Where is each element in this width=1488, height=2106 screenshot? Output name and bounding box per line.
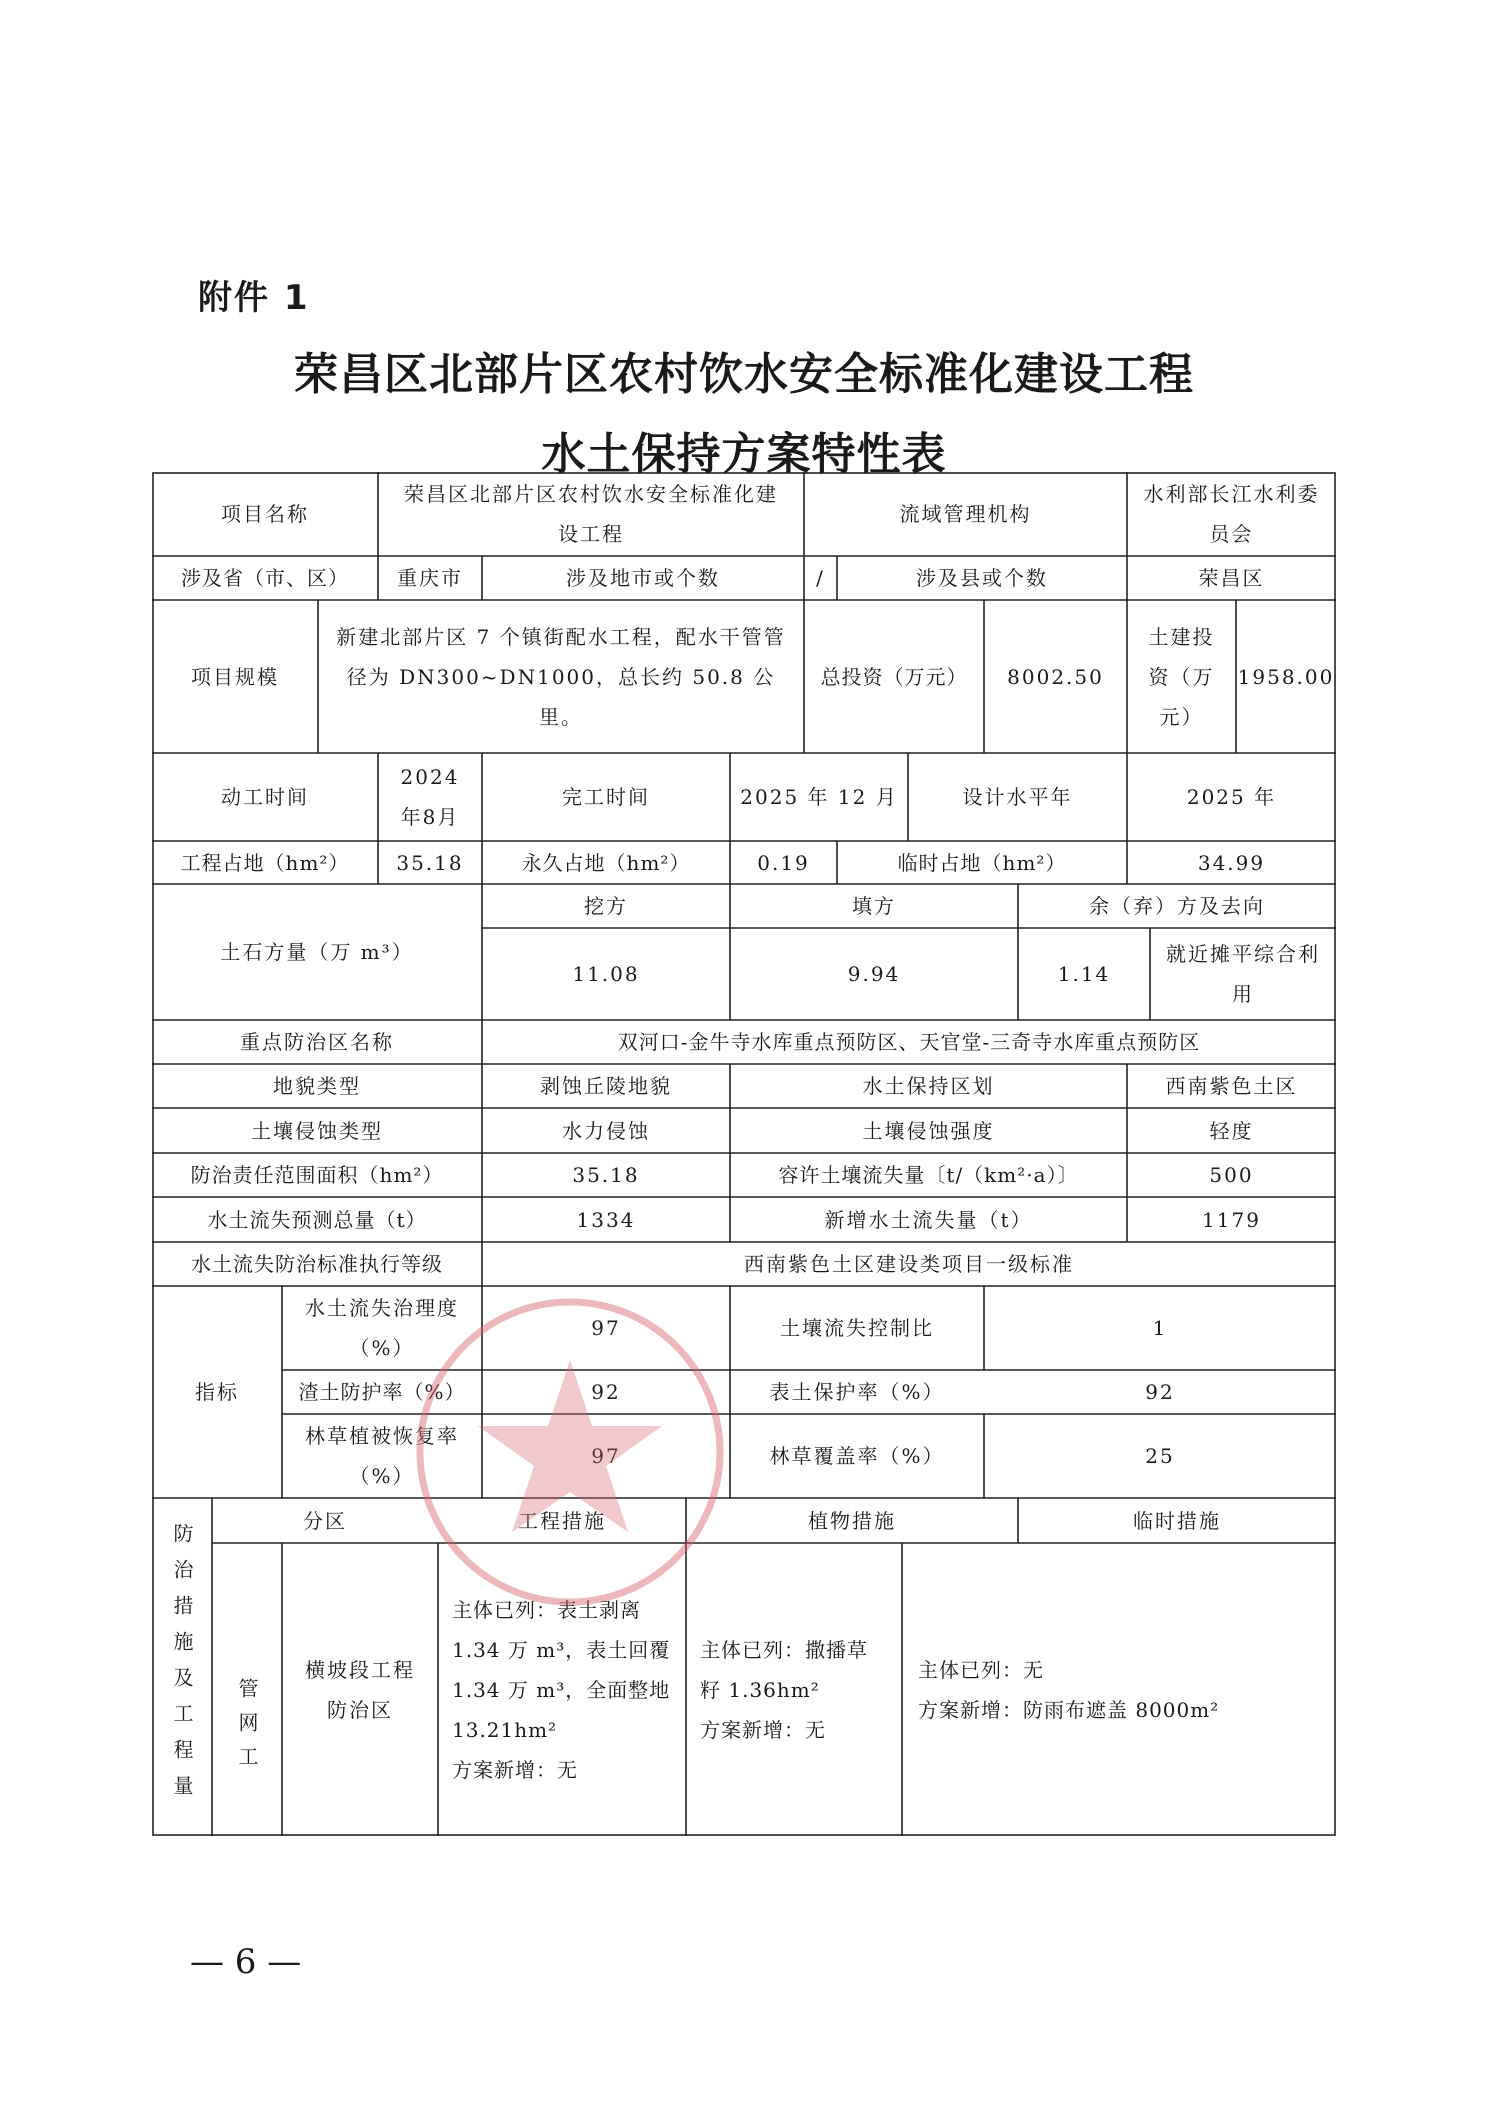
temporary-header: 临时措施 (1133, 1508, 1221, 1533)
allowable-loss-label: 容许土壤流失量〔t/（km²·a）〕 (778, 1163, 1079, 1187)
basin-agency-label: 流域管理机构 (899, 502, 1032, 526)
soil-loss-control: 1 (1152, 1316, 1168, 1340)
province-label: 涉及省（市、区） (181, 566, 349, 590)
predicted-total: 1334 (576, 1207, 636, 1232)
province: 重庆市 (397, 566, 463, 590)
key-zone-label: 重点防治区名称 (240, 1030, 394, 1054)
zone-name: 横坡段工程防治区 (305, 1657, 415, 1722)
new-loss: 1179 (1202, 1207, 1261, 1232)
temporary-measures: 主体已列：无 方案新增：防雨布遮盖 8000m² (918, 1657, 1220, 1722)
treatment-degree: 97 (591, 1316, 621, 1340)
total-investment: 8002.50 (1007, 664, 1104, 689)
document-title: 荣昌区北部片区农村饮水安全标准化建设工程 (294, 349, 1194, 400)
scale-description: 新建北部片区 7 个镇街配水工程，配水干管管径为 DN300~DN1000，总长约 50.8 公里。 (336, 624, 786, 729)
vegetation-coverage-label: 林草覆盖率（%） (769, 1444, 945, 1468)
division: 西南紫色土区 (1165, 1074, 1298, 1098)
spoil-value: 1.14 (1057, 962, 1111, 986)
project-name-label: 项目名称 (221, 502, 309, 526)
responsibility-area: 35.18 (572, 1163, 640, 1187)
vegetation-coverage: 25 (1145, 1444, 1175, 1468)
civil-investment-label: 土建投资（万元） (1148, 624, 1215, 729)
earthwork-label: 土石方量（万 m³） (220, 940, 414, 964)
cut-label: 挖方 (584, 894, 628, 918)
total-investment-label: 总投资（万元） (820, 664, 968, 689)
indicators-label: 指标 (195, 1380, 239, 1404)
city-value: / (816, 566, 825, 590)
scale-label: 项目规模 (191, 664, 279, 689)
county: 荣昌区 (1198, 566, 1265, 590)
key-zone: 双河口-金牛寺水库重点预防区、天官堂-三奇寺水库重点预防区 (617, 1030, 1201, 1054)
erosion-intensity: 轻度 (1209, 1118, 1254, 1143)
attachment-label: 附件 1 (198, 278, 310, 318)
responsibility-area-label: 防治责任范围面积（hm²） (190, 1163, 444, 1187)
design-year: 2025 年 (1186, 785, 1277, 809)
slag-protection: 92 (591, 1380, 621, 1404)
planting-header: 植物措施 (808, 1508, 896, 1533)
measures-side-label: 防治措施及工程量 (170, 1523, 194, 1811)
page-number: — 6 — (190, 1942, 302, 1982)
landform: 剥蚀丘陵地貌 (540, 1074, 672, 1098)
finish-time-label: 完工时间 (562, 785, 650, 809)
treatment-degree-label: 水土流失治理度（%） (305, 1296, 459, 1360)
planting-measures: 主体已列：撒播草 籽 1.36hm² 方案新增：无 (700, 1637, 868, 1742)
civil-investment: 1958.00 (1237, 664, 1335, 689)
permanent-land-label: 永久占地（hm²） (521, 850, 691, 875)
cut-value: 11.08 (572, 962, 640, 986)
fill-label: 填方 (852, 894, 896, 918)
engineering-measures: 主体已列：表土剥离 1.34 万 m³，表土回覆 1.34 万 m³，全面整地 13.21hm² 方案新增：无 (452, 1597, 671, 1782)
erosion-type-label: 土壤侵蚀类型 (251, 1118, 383, 1143)
start-time: 2024年8月 (400, 765, 460, 829)
basin-agency: 水利部长江水利委员会 (1143, 482, 1320, 546)
topsoil-protection-label: 表土保护率（%） (769, 1380, 945, 1404)
topsoil-protection: 92 (1145, 1380, 1175, 1404)
zone-header: 分区 (303, 1508, 347, 1533)
division-label: 水土保持区划 (862, 1074, 995, 1098)
start-time-label: 动工时间 (221, 785, 309, 809)
engineering-header: 工程措施 (518, 1508, 606, 1533)
erosion-type: 水力侵蚀 (562, 1118, 650, 1143)
design-year-label: 设计水平年 (962, 785, 1073, 809)
soil-loss-control-label: 土壤流失控制比 (780, 1316, 934, 1340)
slag-protection-label: 渣土防护率（%） (298, 1380, 466, 1404)
temporary-land: 34.99 (1197, 850, 1266, 875)
erosion-intensity-label: 土壤侵蚀强度 (862, 1118, 995, 1143)
fill-value: 9.94 (847, 962, 901, 986)
spoil-label: 余（弃）方及去向 (1089, 894, 1265, 918)
county-label: 涉及县或个数 (916, 566, 1048, 590)
vegetation-restoration: 97 (591, 1444, 621, 1468)
land: 35.18 (396, 850, 464, 875)
land-label: 工程占地（hm²） (180, 850, 350, 875)
project-name: 荣昌区北部片区农村饮水安全标准化建设工程 (404, 482, 778, 546)
standard-label: 水土流失防治标准执行等级 (191, 1252, 443, 1276)
spoil-destination: 就近摊平综合利用 (1166, 942, 1320, 1006)
city-label: 涉及地市或个数 (566, 566, 720, 590)
allowable-loss: 500 (1209, 1163, 1254, 1187)
permanent-land: 0.19 (757, 850, 810, 875)
pipeline-sub-label: 管网工 (235, 1678, 259, 1780)
predicted-total-label: 水土流失预测总量（t） (207, 1207, 427, 1232)
vegetation-restoration-label: 林草植被恢复率（%） (305, 1424, 459, 1488)
finish-time: 2025 年 12 月 (740, 785, 898, 809)
document-subtitle: 水土保持方案特性表 (541, 429, 947, 480)
characteristics-table (152, 472, 1336, 1836)
landform-label: 地貌类型 (273, 1074, 361, 1098)
new-loss-label: 新增水土流失量（t） (824, 1207, 1033, 1232)
temporary-land-label: 临时占地（hm²） (897, 850, 1067, 875)
standard: 西南紫色土区建设类项目一级标准 (744, 1252, 1074, 1276)
